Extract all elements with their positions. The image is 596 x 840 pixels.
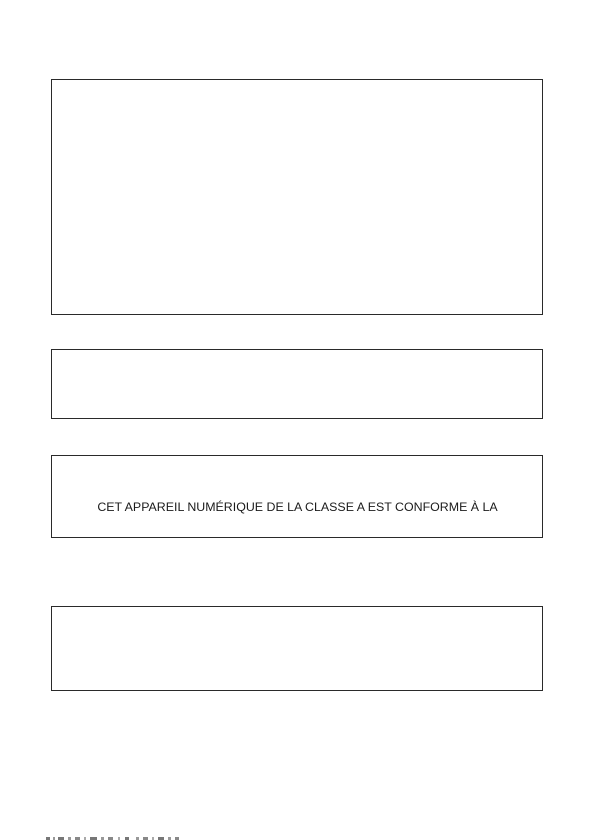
notice-box-4 bbox=[51, 606, 543, 691]
notice-box-2 bbox=[51, 349, 543, 419]
notice-box-3 bbox=[51, 455, 543, 538]
notice-box-1 bbox=[51, 79, 543, 315]
notice-text-3: CET APPAREIL NUMÉRIQUE DE LA CLASSE A EST CONFORME À LA bbox=[97, 500, 498, 514]
